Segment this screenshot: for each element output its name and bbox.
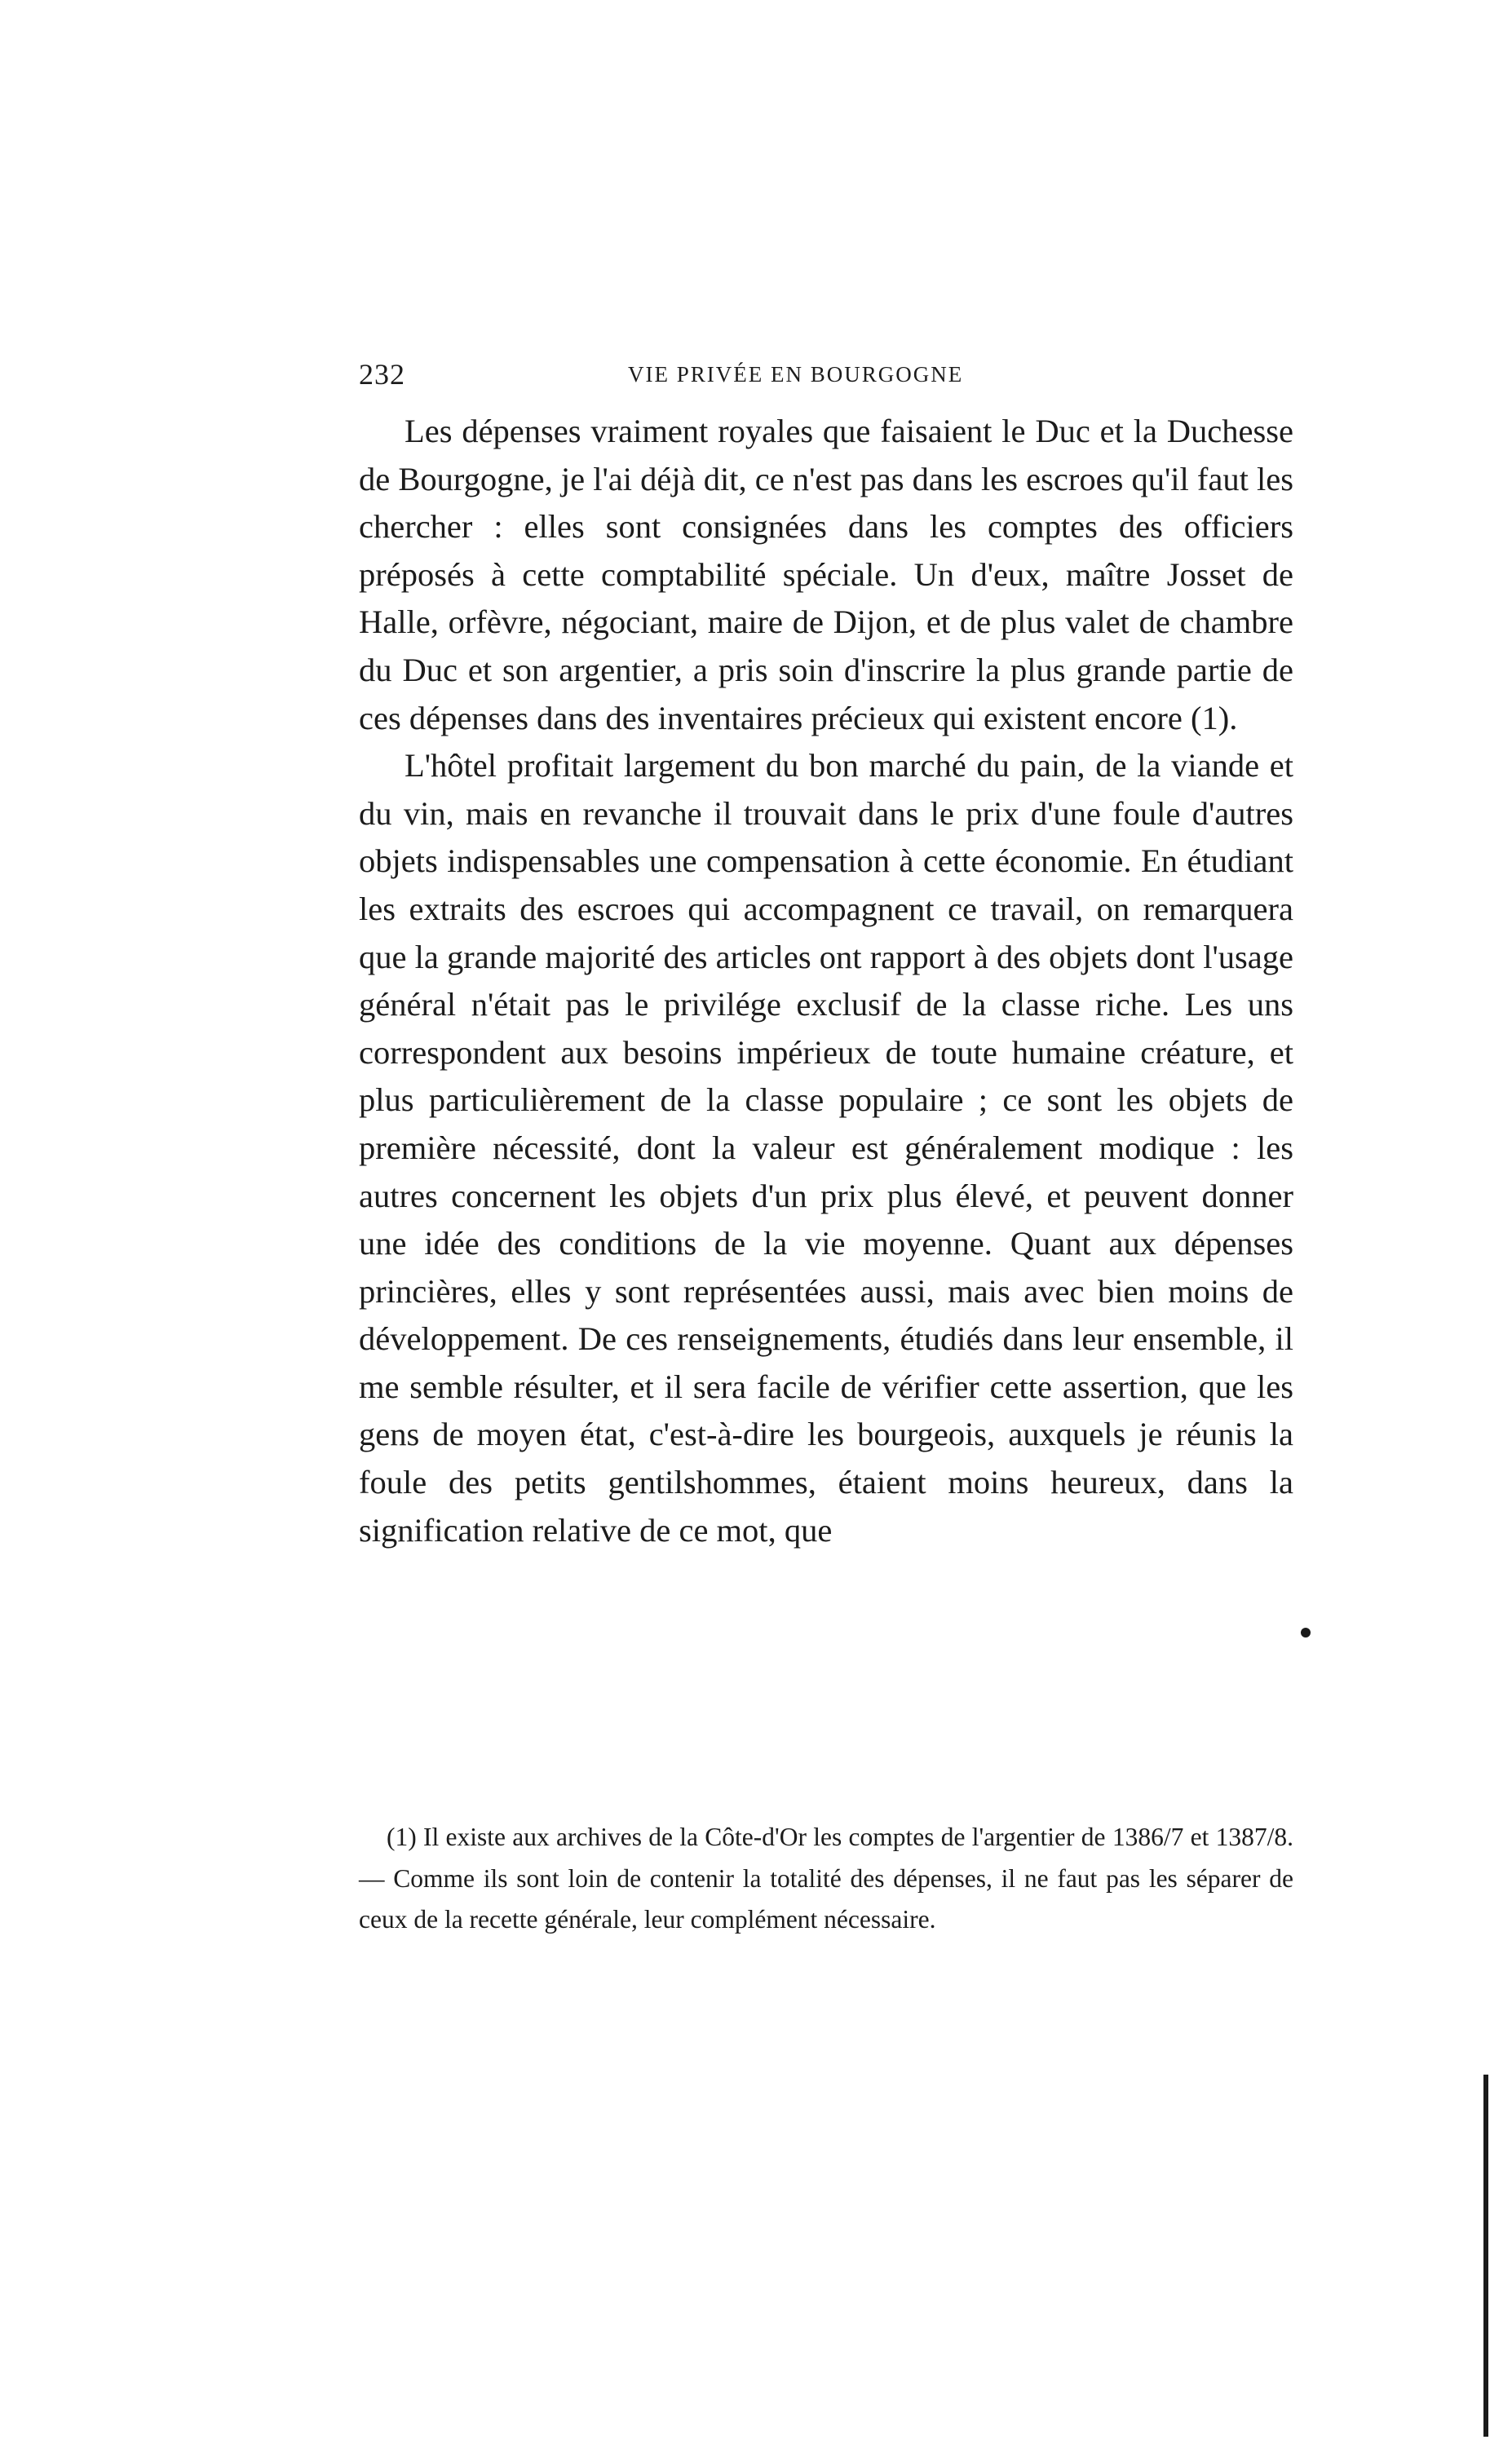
page-number: 232 xyxy=(359,358,405,391)
scan-edge-rule xyxy=(1483,2075,1488,2437)
running-title: VIE PRIVÉE EN BOURGOGNE xyxy=(628,362,964,387)
margin-ink-dot xyxy=(1301,1628,1311,1638)
footnotes xyxy=(359,1817,1293,1941)
paragraph: L'hôtel profitait largement du bon marché du pain, de la viande et du vin, mais en revanche il trouvait dans le prix d'une foule d'autres objets indispensables une compensation à cette économie. En étudiant les extraits des escroes qui accompagnent ce travail, on remarquera que la grande majorité des articles ont rapport à des objets dont l'usage général n'était pas le privilége exclusif de la classe riche. Les uns correspondent aux besoins impérieux de toute humaine créature, et plus particulièrement de la classe populaire ; ce sont les objets de première nécessité, dont la valeur est généralement modique : les autres concernent les objets d'un prix plus élevé, et peuvent donner une idée des conditions de la vie moyenne. Quant aux dépenses princières, elles y sont représentées aussi, mais avec bien moins de développement. De ces renseignements, étudiés dans leur ensemble, il me semble résulter, et il sera facile de vérifier cette assertion, que les gens de moyen état, c'est-à-dire les bourgeois, auxquels je réunis la foule des petits gentilshommes, étaient moins heureux, dans la signification relative de ce mot, que xyxy=(359,747,1293,1549)
paragraph: Les dépenses vraiment royales que faisaient le Duc et la Duchesse de Bourgogne, je l'ai déjà dit, ce n'est pas dans les escroes qu'il faut les chercher : elles sont consignées dans les comptes des officiers préposés à cette comptabilité spéciale. Un d'eux, maître Josset de Halle, orfèvre, négociant, maire de Dijon, et de plus valet de chambre du Duc et son argentier, a pris soin d'inscrire la plus grande partie de ces dépenses dans des inventaires précieux qui existent encore (1). xyxy=(359,413,1293,736)
page-header xyxy=(359,357,1293,398)
footnote: (1) Il existe aux archives de la Côte-d'Or les comptes de l'argentier de 1386/7 et 1387/8. — Comme ils sont loin de contenir la totalité des dépenses, il ne faut pas les séparer de ceux de la recette générale, leur complément nécessaire. xyxy=(359,1823,1293,1934)
main-text xyxy=(359,408,1293,1554)
